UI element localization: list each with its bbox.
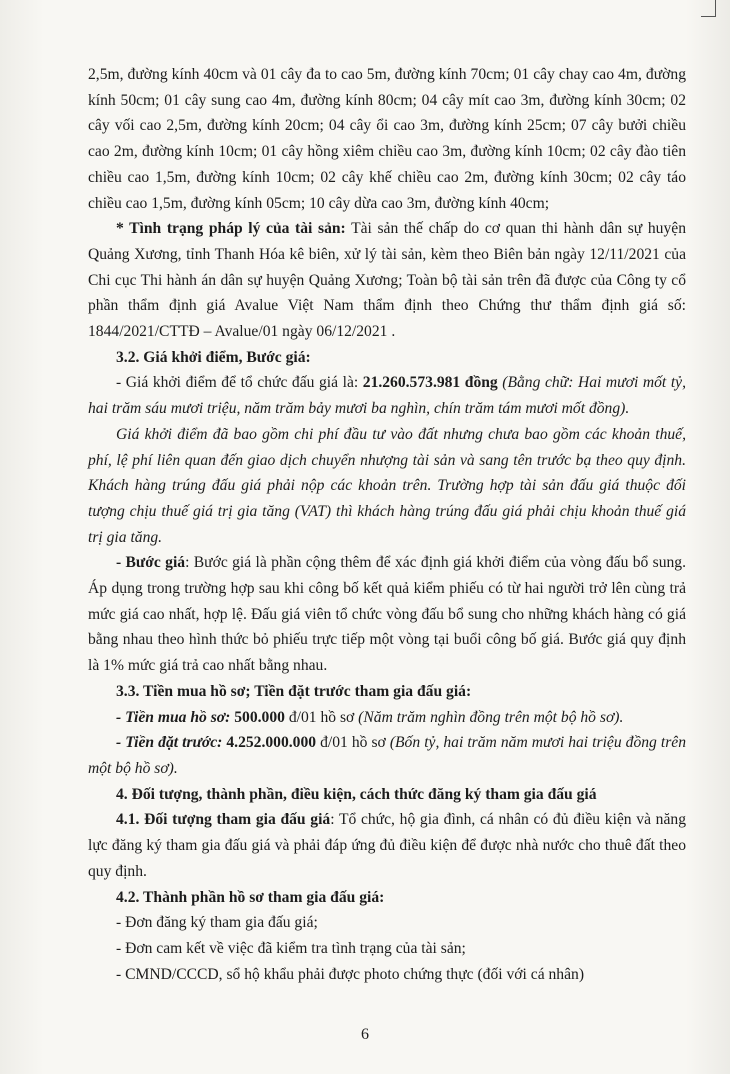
deposit-unit: đ/01 hồ sơ xyxy=(316,734,390,752)
deposit-paragraph xyxy=(88,730,686,781)
dossier-fee-label: - Tiền mua hồ sơ: xyxy=(116,708,231,726)
dossier-fee-words: (Năm trăm nghìn đồng trên một bộ hồ sơ). xyxy=(358,708,624,726)
legal-status-paragraph xyxy=(88,216,686,345)
starting-price-paragraph xyxy=(88,370,686,421)
starting-price-prefix: - Giá khởi điểm để tổ chức đấu giá là: xyxy=(116,374,363,392)
section-4-1-text: : Tổ chức, hộ gia đình, cá nhân có đủ điều kiện và năng lực đăng ký tham gia đấu giá và phải đáp ứng đủ điều kiện để được nhà nước cho thuê đất theo quy định. xyxy=(88,811,686,880)
list-item: - Đơn đăng ký tham gia đấu giá; xyxy=(116,914,318,932)
list-item: - CMND/CCCD, sổ hộ khẩu phải được photo chứng thực (đối với cá nhân) xyxy=(116,965,585,983)
intro-paragraph: 2,5m, đường kính 40cm và 01 cây đa to cao 5m, đường kính 70cm; 01 cây chay cao 4m, đường kính 50cm; 01 cây sung cao 4m, đường kính 80cm; 04 cây mít cao 3m, đường kính 30cm; 02 cây vối cao 2,5m, đường kính 20cm; 04 cây ổi cao 3m, đường kính 25cm; 07 cây bưởi chiều cao 2m, đường kính 10cm; 01 cây hồng xiêm chiều cao 3m, đường kính 10cm; 02 cây đào tiên chiều cao 1,5m, đường kính 10cm; 02 cây khế chiều cao 2m, đường kính 30cm; 02 cây táo chiều cao 1,5m, đường kính 05cm; 10 cây dừa cao 3m, đường kính 40cm; xyxy=(88,66,686,212)
bid-step-label: - Bước giá xyxy=(116,554,186,572)
legal-status-label: * Tình trạng pháp lý của tài sản: xyxy=(116,220,346,238)
deposit-label: - Tiền đặt trước: xyxy=(116,734,223,752)
dossier-fee-paragraph xyxy=(88,705,686,731)
legal-status-text: Tài sản thế chấp do cơ quan thi hành dân sự huyện Quảng Xương, tỉnh Thanh Hóa kê biên, xử lý tài sản, kèm theo Biên bản ngày 12/11/2021 của Chi cục Thi hành án dân sự huyện Quảng Xương; Toàn bộ tài sản trên đã được của Công ty cổ phần thẩm định giá Avalue Việt Nam thẩm định theo Chứng thư thẩm định giá số: 1844/2021/CTTĐ – Avalue/01 ngày 06/12/2021 . xyxy=(88,220,686,341)
starting-price-words: (Bằng chữ: Hai mươi mốt tỷ, hai trăm sáu mươi triệu, năm trăm bảy mươi ba nghìn, chín trăm tám mươi mốt đồng). xyxy=(88,374,686,418)
starting-price-value: 21.260.573.981 đồng xyxy=(362,374,498,392)
dossier-fee-unit: đ/01 hồ sơ xyxy=(284,708,359,726)
section-3-3-heading: 3.3. Tiền mua hồ sơ; Tiền đặt trước tham gia đấu giá: xyxy=(116,682,472,700)
deposit-words: (Bốn tỷ, hai trăm năm mươi hai triệu đồng trên một bộ hồ sơ). xyxy=(88,734,686,777)
section-4-1-paragraph xyxy=(88,807,686,884)
deposit-value: 4.252.000.000 xyxy=(222,734,317,752)
page-number: 6 xyxy=(361,1026,369,1043)
bid-step-paragraph xyxy=(88,550,686,679)
dossier-fee-value: 500.000 xyxy=(230,708,285,726)
corner-mark xyxy=(701,0,716,17)
list-item: - Đơn cam kết về việc đã kiểm tra tình trạng của tài sản; xyxy=(116,939,466,957)
section-3-2-heading: 3.2. Giá khởi điểm, Bước giá: xyxy=(116,348,311,366)
bid-step-text: : Bước giá là phần cộng thêm để xác định giá khởi điểm của vòng đấu bổ sung. Áp dụng trong trường hợp sau khi công bố kết quả kiểm phiếu có từ hai người trở lên cùng trả mức giá cao nhất, hợp lệ. Đấu giá viên tổ chức vòng đấu bổ sung cho những khách hàng có giá bằng nhau theo hình thức bỏ phiếu trực tiếp một vòng tại buổi công bố giá. Bước giá quy định là 1% mức giá trả cao nhất bằng nhau. xyxy=(88,554,687,675)
section-4-heading: 4. Đối tượng, thành phần, điều kiện, cách thức đăng ký tham gia đấu giá xyxy=(116,785,597,803)
starting-price-note: Giá khởi điểm đã bao gồm chi phí đầu tư vào đất nhưng chưa bao gồm các khoản thuế, phí, lệ phí liên quan đến giao dịch chuyển nhượng tài sản và sang tên trước bạ theo quy định. Khách hàng trúng đấu giá phải nộp các khoản trên. Trường hợp tài sản đấu giá thuộc đối tượng chịu thuế giá trị gia tăng (VAT) thì khách hàng trúng đấu giá phải chịu khoản thuế giá trị gia tăng. xyxy=(88,425,686,546)
section-4-2-heading: 4.2. Thành phần hồ sơ tham gia đấu giá: xyxy=(116,888,385,906)
section-4-1-label: 4.1. Đối tượng tham gia đấu giá xyxy=(116,811,331,829)
